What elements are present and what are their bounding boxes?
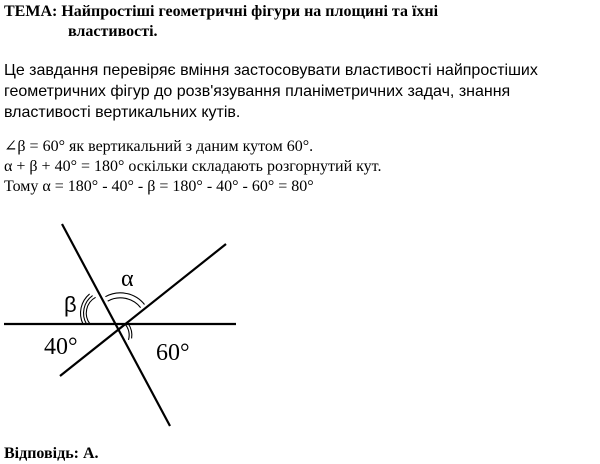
arc-60-1 [125,324,129,340]
task-description: Це завдання перевіряє вміння застосовувати властивості найпростіших геометричних фігур до розв'язування планіметричних задач, знання властивості вертикальних кутів. [4,62,538,121]
label-60-degrees: 60° [156,340,190,366]
topic-line-2: властивості. [68,23,158,40]
solution-line-1: ∠β = 60° як вертикальний з даним кутом 60°. [4,138,314,155]
label-beta: β [64,292,77,317]
label-alpha: α [121,266,134,292]
topic-line-1: ТЕМА: Найпростіші геометричні фігури на площині та їхні [4,3,439,20]
arc-beta-3 [81,294,90,324]
arc-alpha-1 [108,298,141,308]
topic-heading [4,2,594,42]
solution-line-3: Тому α = 180° - 40° - β = 180° - 40° - 60° = 80° [4,178,314,195]
solution-line-2: α + β + 40° = 180° оскільки складають розгорнутий кут. [4,158,382,175]
answer: Відповідь: А. [4,445,99,462]
label-40-degrees: 40° [44,334,78,360]
solution-block [4,137,594,197]
slanted-line [60,244,226,376]
angles-figure [0,218,250,433]
